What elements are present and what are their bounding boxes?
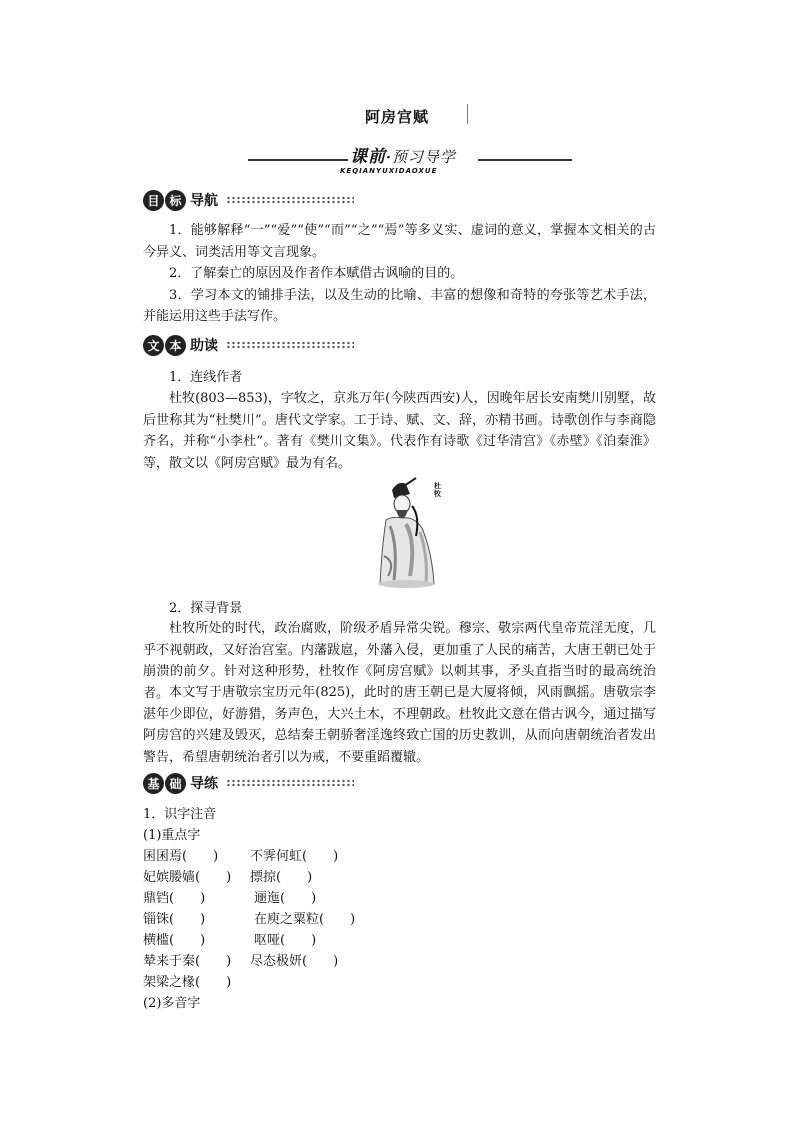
practice-item-heading [143,804,216,825]
goals-heading [143,189,354,211]
goal-item-2: 2．了解秦亡的原因及作者作本赋借古讽喻的目的。 [169,266,464,281]
title-cursor-mark [467,104,468,124]
vocab-row [143,972,231,993]
vocab-item: 呕哑( ) [254,933,317,948]
goal-item-1: 1．能够解释“一”“爱”“使”“而”“之”“焉”等多义实、虚词的意义，掌握本文相关的古今异义、词类活用等文言现象。 [143,223,656,260]
goals-heading-text: 导航 [190,193,218,209]
du-mu-portrait-image [376,476,452,590]
vocab-item: 不霁何虹( ) [250,849,339,864]
vocab-row [143,930,205,951]
vocab-row [143,888,205,909]
vocab-row [143,846,218,867]
page-title: 阿房宫赋 [364,108,429,126]
key-chars-label: (1)重点字 [143,828,201,843]
goals-list [143,220,656,328]
vocab-item: 逦迤( ) [254,891,317,906]
banner-rule-left [248,159,348,161]
background-heading: 2．探寻背景 [169,601,243,616]
vocab-row [143,867,231,888]
vocab-row [250,867,312,888]
vocab-row [254,909,355,930]
reading-heading-text: 助读 [190,338,218,354]
vocab-row [250,846,338,867]
goals-badge-2: 标 [165,190,186,211]
vocab-row [254,930,316,951]
vocab-item: 鼎铛( ) [143,891,206,906]
section-banner [350,142,456,167]
banner-pinyin: KEQIANYUXIDAOXUE [340,167,438,175]
banner-dot: · [386,150,392,166]
vocab-item: 囷囷焉( ) [143,849,219,864]
vocab-item: 在庾之粟粒( ) [254,912,356,927]
vocab-item: 辇来于秦( ) [143,954,232,969]
banner-sub: 预习导学 [391,148,456,166]
dotted-divider [226,341,354,349]
author-heading: 1．连线作者 [169,370,243,385]
vocab-row [250,951,338,972]
pronunciation-heading: 1．识字注音 [143,807,217,822]
vocab-item: 尽态极妍( ) [250,954,339,969]
vocab-item: 锱铢( ) [143,912,206,927]
portrait-label: 杜牧 [434,481,441,498]
vocab-item: 妃嫔媵嫱( ) [143,870,232,885]
reading-heading [143,334,354,356]
practice-badge-2: 础 [165,773,186,794]
vocab-row [254,888,316,909]
reading-badge-2: 本 [165,335,186,356]
vocab-item: 摽掠( ) [250,870,313,885]
background-paragraph-1: 杜牧所处的时代，政治腐败，阶级矛盾异常尖锐。穆宗、敬宗两代皇帝荒淫无度，几乎不视朝政，又好治宫室。内藩跋扈，外藩入侵，更加重了人民的痛苦，大唐王朝已处于崩溃的前夕。针对这种形势，杜牧作《阿房宫赋》以刺其事，矛头直指当时的最高统治者。 [143,621,656,701]
banner-rule-right [478,159,572,161]
dotted-divider [226,196,354,204]
practice-heading-text: 导练 [190,776,218,792]
practice-badge-1: 基 [143,773,164,794]
banner-main: 课前 [350,147,386,167]
background-paragraph-2: 本文写于唐敬宗宝历元年(825)，此时的唐王朝已是大厦将倾，风雨飘摇。唐敬宗李湛年少即位，好游猎，务声色，大兴土木，不理朝政。杜牧此文意在借古讽今，通过描写阿房宫的兴建及毁灭，总结秦王朝骄奢淫逸终致亡国的历史教训，从而向唐朝统治者发出警告，希望唐朝统治者引以为戒，不要重蹈覆辙。 [143,685,656,765]
polyphone-label: (2)多音字 [143,996,201,1011]
goal-item-3: 3．学习本文的铺排手法，以及生动的比喻、丰富的想像和奇特的夸张等艺术手法，并能运用这些手法写作。 [143,287,656,324]
reading-badge-1: 文 [143,335,164,356]
dotted-divider [226,779,354,787]
practice-heading [143,772,354,794]
vocab-item: 架梁之椽( ) [143,975,232,990]
vocab-row [143,909,205,930]
vocab-item: 横槛( ) [143,933,206,948]
goals-badge-1: 目 [143,190,164,211]
vocab-row [143,951,231,972]
author-text: 杜牧(803—853)，字牧之，京兆万年(今陕西西安)人，因晚年居长安南樊川别墅，故后世称其为“杜樊川”。唐代文学家。工于诗、赋、文、辞，亦精书画。诗歌创作与李商隐齐名，并称“小李杜”。著有《樊川文集》。代表作有诗歌《过华清宫》《赤壁》《泊秦淮》等，散文以《阿房宫赋》最为有名。 [143,391,656,471]
